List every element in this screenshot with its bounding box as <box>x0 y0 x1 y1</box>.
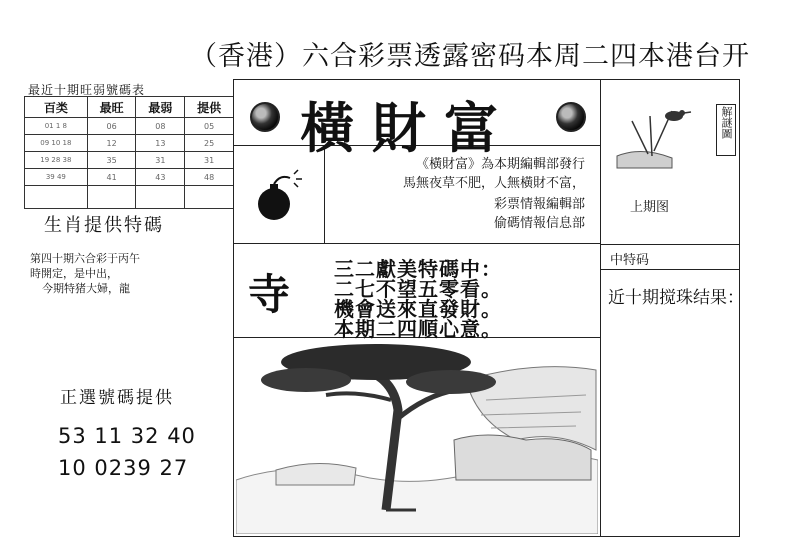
stats-cell: 48 <box>185 169 234 186</box>
bird-illustration <box>612 96 692 170</box>
brand-title: 橫財富 <box>300 96 516 160</box>
special-code-label: 中特码 <box>610 253 650 268</box>
stats-row <box>25 152 234 169</box>
stats-title: 最近十期旺弱號碼表 <box>28 83 146 97</box>
riddle-char: 寺 <box>248 270 291 319</box>
stats-cell: 01 1 8 <box>25 118 88 135</box>
stats-row <box>25 118 234 135</box>
stats-col-header: 提供 <box>185 97 234 118</box>
stats-cell: 31 <box>185 152 234 169</box>
intro-line: 彩票情報編輯部 <box>493 197 585 212</box>
stats-cell: 35 <box>87 152 136 169</box>
last-period-label: 上期图 <box>630 200 670 215</box>
ball-icon-left <box>250 102 280 132</box>
bomb-icon <box>252 168 312 228</box>
page-title: （香港）六合彩票透露密码本周二四本港台开 <box>190 41 750 72</box>
divider-side-2 <box>600 269 740 270</box>
stats-cell: 41 <box>87 169 136 186</box>
stats-cell: 06 <box>87 118 136 135</box>
stats-row <box>25 135 234 152</box>
stats-cell: 43 <box>136 169 185 186</box>
riddle-line: 本期二四順心意。 <box>334 317 502 341</box>
stats-cell: 39 49 <box>25 169 88 186</box>
divider-vertical <box>600 79 601 537</box>
riddle-line: 二七不望五零看。 <box>334 277 502 301</box>
seal-label: 解謎圖 <box>720 106 733 139</box>
divider-intro <box>233 243 601 244</box>
intro-line: 馬無夜草不肥，人無橫財不富， <box>402 176 585 191</box>
stats-col-header: 最旺 <box>87 97 136 118</box>
stats-cell: 09 10 18 <box>25 135 88 152</box>
stats-cell: 08 <box>136 118 185 135</box>
stats-cell: 31 <box>136 152 185 169</box>
shengxiao-line: 時開定，是中出， <box>30 267 118 280</box>
shengxiao-line: 第四十期六合彩于丙午 <box>30 252 140 265</box>
results-label: 近十期搅珠结果： <box>608 288 744 308</box>
stats-col-header: 最弱 <box>136 97 185 118</box>
stats-header-row <box>25 97 234 118</box>
seal-stamp <box>716 104 736 156</box>
stats-cell: 05 <box>185 118 234 135</box>
intro-line: 偷碼情報信息部 <box>493 216 585 231</box>
stats-table <box>24 96 234 209</box>
landscape-illustration <box>236 340 598 534</box>
riddle-line: 機會送來直發財。 <box>334 297 502 321</box>
intro-line: 《橫財富》為本期編輯部發行 <box>415 157 585 172</box>
stats-cell: 25 <box>185 135 234 152</box>
stats-cell: 12 <box>87 135 136 152</box>
numbers-row-2: 10 0239 27 <box>58 456 189 480</box>
stats-row-empty <box>25 186 234 209</box>
shengxiao-line: 今期特猪大婦，龍 <box>42 282 130 295</box>
stats-cell: 19 28 38 <box>25 152 88 169</box>
riddle-line: 三二獻美特碼中： <box>334 257 502 281</box>
shengxiao-title: 生肖提供特碼 <box>44 215 164 236</box>
divider-side-1 <box>600 244 740 245</box>
stats-col-header: 百类 <box>25 97 88 118</box>
numbers-row-1: 53 11 32 40 <box>58 424 196 448</box>
stats-row <box>25 169 234 186</box>
ball-icon-right <box>556 102 586 132</box>
stats-cell: 13 <box>136 135 185 152</box>
numbers-title: 正選號碼提供 <box>60 388 174 408</box>
